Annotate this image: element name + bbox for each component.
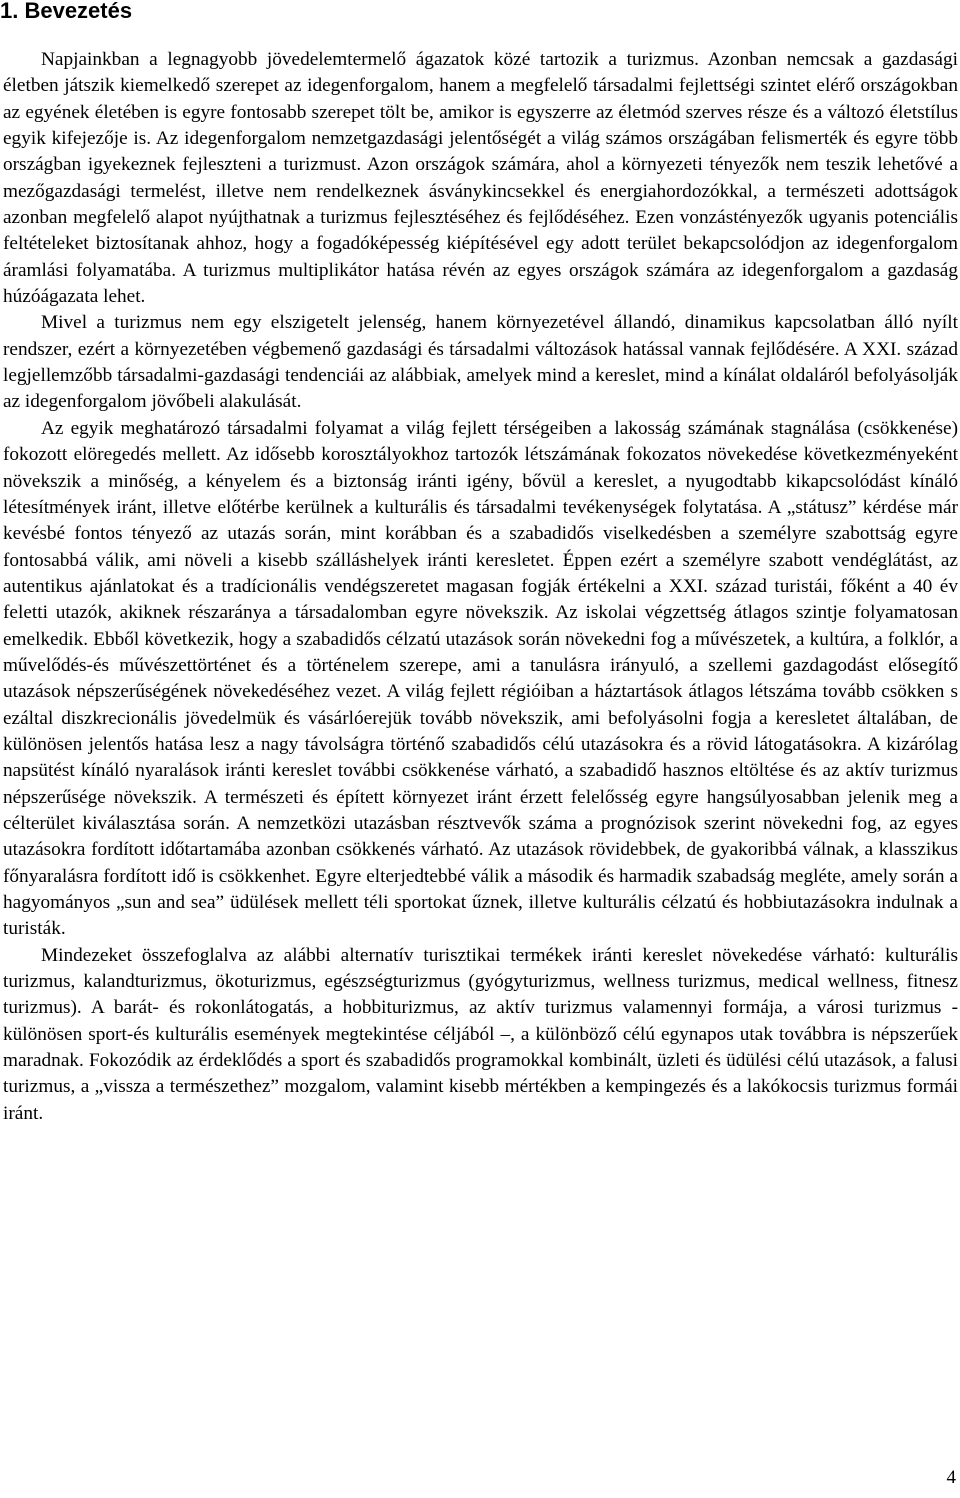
page-number: 4 [946,1467,956,1488]
paragraph-3: Az egyik meghatározó társadalmi folyamat a világ fejlett térségeiben a lakosság számának stagnálása (csökkenése) fokozott elöregedés mellett. Az idősebb korosztályokhoz tartozók létszámának fokozatos növekedése következményeként növekszik a minőség, a kényelem és a biztonság iránti igény, bővül a kereslet, a nyugodtabb kikapcsolódást kínáló létesítmények iránt, illetve előtérbe kerülnek a kulturális és társadalmi tevékenységek folytatása. A „státusz” kérdése már kevésbé fontos tényező az utazás során, mint korábban és a szabadidős viselkedésben a személyre szabottság egyre fontosabbá válik, ami növeli a kisebb szálláshelyek iránti keresletet. Éppen ezért a személyre szabott vendéglátást, az autentikus ajánlatokat és a tradícionális vendégszeretet magasan fogják értékelni a XXI. század turistái, főként a 40 év feletti utazók, akiknek részaránya a társadalomban egyre növekszik. Az iskolai végzettség átlagos szintje folyamatosan emelkedik. Ebből következik, hogy a szabadidős célzatú utazások során növekedni fog a művészetek, a kultúra, a folklór, a művelődés-és művészettörténet és a történelem szerepe, ami a tanulásra irányuló, a szellemi gazdagodást elősegítő utazások népszerűségének növekedéséhez vezet. A világ fejlett régióiban a háztartások átlagos létszáma tovább csökken s ezáltal diszkrecionális jövedelmük és vásárlóerejük tovább növekszik, ami befolyásolni fogja a keresletet általában, de különösen jelentős hatása lesz a nagy távolságra történő szabadidős célú utazásokra és a rövid látogatásokra. A kizárólag napsütést kínáló nyaralások iránti kereslet további csökkenése várható, a szabadidő hasznos eltöltése és az aktív turizmus népszerűsége növekszik. A természeti és épített környezet iránt érzett felelősség egyre hangsúlyosabban jelenik meg a célterület kiválasztása során. A nemzetközi utazásban résztvevők száma a prognózisok szerint növekedni fog, az egyes utazásokra fordított időtartamába azonban csökkenés várható. Az utazások rövidebbek, de gyakoribbá válnak, a klasszikus főnyaralásra fordított idő is csökkenhet. Egyre elterjedtebbé válik a második és harmadik szabadság megléte, amely során a hagyományos „sun and sea” üdülések mellett téli sportokat űznek, illetve kulturális célzatú és hobbiutazásokra indulnak a turisták. [3,417,958,940]
paragraph-2: Mivel a turizmus nem egy elszigetelt jelenség, hanem környezetével állandó, dinamikus kapcsolatban álló nyílt rendszer, ezért a környezetében végbemenő gazdasági és társadalmi változások hatással vannak fejlődésére. A XXI. század legjellemzőbb társadalmi-gazdasági tendenciái az alábbiak, amelyek mind a kereslet, mind a kínálat oldaláról befolyásolják az idegenforgalom jövőbeli alakulását. [3,312,958,413]
section-heading: 1. Bevezetés [0,0,133,23]
paragraph-1: Napjainkban a legnagyobb jövedelemtermelő ágazatok közé tartozik a turizmus. Azonban nemcsak a gazdasági életben játszik kiemelkedő szerepet az idegenforgalom, hanem a megfelelő társadalmi fejlettségi szintet elérő országokban az egyének életében is egyre fontosabb szerepet tölt be, amikor is egyszerre az életmód szerves része és a változó életstílus egyik kifejezője is. Az idegenforgalom nemzetgazdasági jelentőségét a világ számos országában felismerték és egyre több országban igyekeznek fejleszteni a turizmust. Azon országok számára, ahol a környezeti tényezők nem teszik lehetővé a mezőgazdasági termelést, illetve nem rendelkeznek ásványkincsekkel és energiahordozókkal, a természeti adottságok azonban megfelelő alapot nyújthatnak a turizmus fejlesztéséhez és fejlődéséhez. Ezen vonzástényezők ugyanis potenciális feltételeket biztosítanak ahhoz, hogy a fogadóképesség kiépítésével egy adott terület bekapcsolódjon az idegenforgalom áramlási folyamatába. A turizmus multiplikátor hatása révén az egyes országok számára az idegenforgalom a gazdaság húzóágazata lehet. [3,49,958,308]
body-text [3,47,958,1127]
paragraph-4: Mindezeket összefoglalva az alábbi alternatív turisztikai termékek iránti kereslet növekedése várható: kulturális turizmus, kalandturizmus, ökoturizmus, egészségturizmus (gyógyturizmus, wellness turizmus, medical wellness, fitnesz turizmus). A barát- és rokonlátogatás, a hobbiturizmus, az aktív turizmus valamennyi formája, a városi turizmus - különösen sport-és kulturális események megtekintése céljából –, a különböző célú egynapos utak továbbra is népszerűek maradnak. Fokozódik az érdeklődés a sport és szabadidős programokkal kombinált, üzleti és üdülési célú utazások, a falusi turizmus, a „vissza a természethez” mozgalom, valamint kisebb mértékben a kempingezés és a lakókocsis turizmus formái iránt. [3,944,958,1124]
